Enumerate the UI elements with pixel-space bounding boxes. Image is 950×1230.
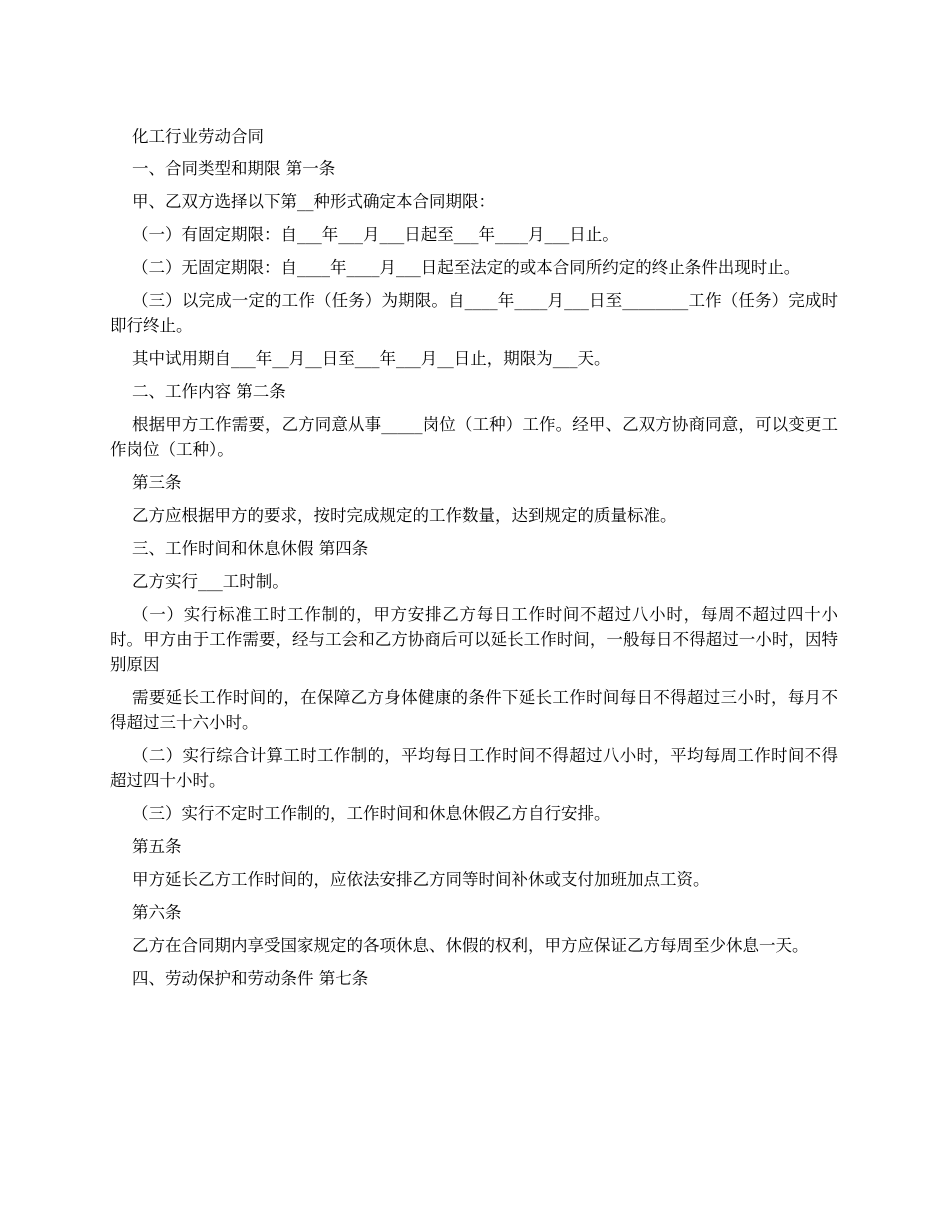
- document-page: [110, 124, 838, 999]
- paragraph-6: 其中试用期自___年__月__日至___年___月__日止，期限为___天。: [132, 349, 611, 368]
- paragraph-14: 需要延长工作时间的，在保障乙方身体健康的条件下延长工作时间每日不得超过三小时，每月不得超过三十六小时。: [110, 688, 838, 732]
- paragraph-13: （一）实行标准工时工作制的，甲方安排乙方每日工作时间不超过八小时，每周不超过四十小时。甲方由于工作需要，经与工会和乙方协商后可以延长工作时间，一般每日不得超过一小时，因特别原因: [110, 605, 838, 674]
- paragraph-2: 甲、乙双方选择以下第__种形式确定本合同期限：: [132, 192, 495, 211]
- paragraph-18: 甲方延长乙方工作时间的，应依法安排乙方同等时间补休或支付加班加点工资。: [132, 870, 710, 889]
- paragraph-7: 二、工作内容 第二条: [132, 382, 286, 401]
- paragraph-4: （二）无固定期限：自____年____月___日起至法定的或本合同所约定的终止条件出现时止。: [132, 258, 801, 277]
- paragraph-5: （三）以完成一定的工作（任务）为期限。自____年____月___日至________工作（任务）完成时即行终止。: [110, 291, 838, 335]
- document-title: 化工行业劳动合同: [132, 127, 264, 146]
- paragraph-16: （三）实行不定时工作制的，工作时间和休息休假乙方自行安排。: [132, 804, 611, 823]
- paragraph-11: 三、工作时间和休息休假 第四条: [132, 539, 369, 558]
- paragraph-9: 第三条: [132, 473, 182, 492]
- paragraph-20: 乙方在合同期内享受国家规定的各项休息、休假的权利，甲方应保证乙方每周至少休息一天。: [132, 936, 809, 955]
- paragraph-3: （一）有固定期限：自___年___月___日起至___年____月___日止。: [132, 225, 619, 244]
- paragraph-17: 第五条: [132, 837, 182, 856]
- paragraph-1: 一、合同类型和期限 第一条: [132, 159, 336, 178]
- paragraph-19: 第六条: [132, 903, 182, 922]
- paragraph-21: 四、劳动保护和劳动条件 第七条: [132, 969, 369, 988]
- paragraph-12: 乙方实行___工时制。: [132, 572, 289, 591]
- paragraph-15: （二）实行综合计算工时工作制的，平均每日工作时间不得超过八小时，平均每周工作时间不得超过四十小时。: [110, 746, 838, 790]
- paragraph-10: 乙方应根据甲方的要求，按时完成规定的工作数量，达到规定的质量标准。: [132, 506, 677, 525]
- paragraph-8: 根据甲方工作需要，乙方同意从事_____岗位（工种）工作。经甲、乙双方协商同意，可以变更工作岗位（工种）。: [110, 415, 838, 459]
